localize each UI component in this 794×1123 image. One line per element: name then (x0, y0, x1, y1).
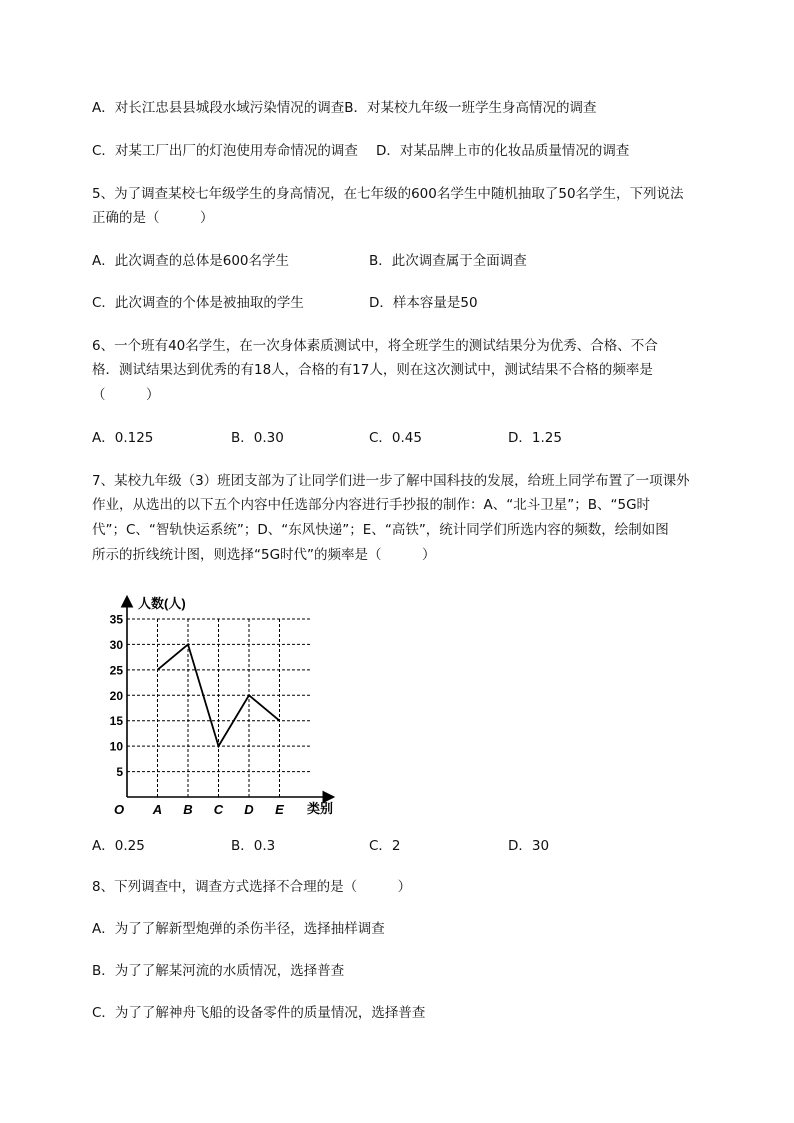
q7-stem-line4: 所示的折线统计图，则选择“5G时代”的频率是（ ） (92, 547, 436, 563)
q7-option-b: B．0.3 (231, 838, 276, 854)
y-tick-label: 5 (116, 765, 123, 780)
q6-option-a: A．0.125 (92, 430, 154, 446)
q7-stem-line3: 代”；C、“智轨快运系统”；D、“东风快递”；E、“高铁”，统计同学们所选内容的频数，绘制如图 (92, 522, 669, 538)
y-tick-label: 25 (110, 663, 123, 678)
y-tick-label: 10 (110, 739, 123, 754)
y-tick-label: 30 (110, 637, 123, 652)
q6-option-b: B．0.30 (231, 430, 284, 446)
y-tick-label: 15 (110, 714, 123, 729)
q6-option-c: C．0.45 (369, 430, 422, 446)
q4-option-c: C．对某工厂出厂的灯泡使用寿命情况的调查 (92, 143, 358, 159)
q5-option-d: D．样本容量是50 (369, 295, 478, 311)
q5-stem-line2: 正确的是（ ） (92, 210, 214, 226)
q7-option-d: D．30 (508, 838, 550, 854)
y-tick-label: 20 (110, 688, 123, 703)
q8-option-c: C．为了了解神舟飞船的设备零件的质量情况，选择普查 (92, 1005, 426, 1021)
q6-option-d: D．1.25 (508, 430, 562, 446)
q7-option-a: A．0.25 (92, 838, 145, 854)
origin-label: O (113, 802, 125, 817)
q6-stem-line1: 6、一个班有40名学生，在一次身体素质测试中，将全班学生的测试结果分为优秀、合格、不合 (92, 338, 658, 354)
q5-option-b: B．此次调查属于全面调查 (369, 253, 527, 269)
x-tick-labels (152, 802, 284, 817)
q5-stem-line1: 5、为了调查某校七年级学生的身高情况，在七年级的600名学生中随机抽取了50名学生，下列说法 (92, 186, 684, 202)
x-axis-label: 类别 (307, 801, 334, 816)
x-tick-label: E (275, 802, 284, 817)
q8-stem-line1: 8、下列调查中，调查方式选择不合理的是（ ） (92, 879, 412, 895)
y-tick-label: 35 (110, 612, 123, 627)
q7-stem-line1: 7、某校九年级（3）班团支部为了让同学们进一步了解中国科技的发展，给班上同学布置了一项课外 (92, 473, 690, 489)
q7-option-c: C．2 (369, 838, 401, 854)
x-tick-label: B (183, 802, 193, 817)
q5-option-a: A．此次调查的总体是600名学生 (92, 253, 290, 269)
x-tick-label: D (244, 802, 254, 817)
q8-option-b: B．为了了解某河流的水质情况，选择普查 (92, 963, 345, 979)
q4-option-b: B．对某校九年级一班学生身高情况的调查 (344, 100, 597, 116)
q4-option-d: D．对某品牌上市的化妆品质量情况的调查 (375, 143, 630, 159)
q8-option-a: A．为了了解新型炮弹的杀伤半径，选择抽样调查 (92, 921, 385, 937)
q4-option-c-d-line (92, 141, 629, 161)
q6-stem-line2: 格．测试结果达到优秀的有18人，合格的有17人，则在这次测试中，测试结果不合格的频率是 (92, 362, 653, 378)
x-tick-label: C (213, 802, 224, 817)
chart-grid (127, 619, 310, 797)
q5-option-c: C．此次调查的个体是被抽取的学生 (92, 295, 304, 311)
q4-option-a: A．对长江忠县县城段水域污染情况的调查 (92, 100, 345, 116)
q7-stem-line2: 作业，从选出的以下五个内容中任选部分内容进行手抄报的制作：A、“北斗卫星”；B、“5G时 (92, 497, 651, 513)
q6-stem-line3: （ ） (92, 387, 160, 403)
y-tick-labels (110, 613, 123, 780)
q4-option-a-b-line (92, 98, 597, 118)
y-axis-label: 人数(人) (138, 596, 186, 611)
x-tick-label: A (152, 802, 163, 817)
line-chart (110, 592, 350, 822)
